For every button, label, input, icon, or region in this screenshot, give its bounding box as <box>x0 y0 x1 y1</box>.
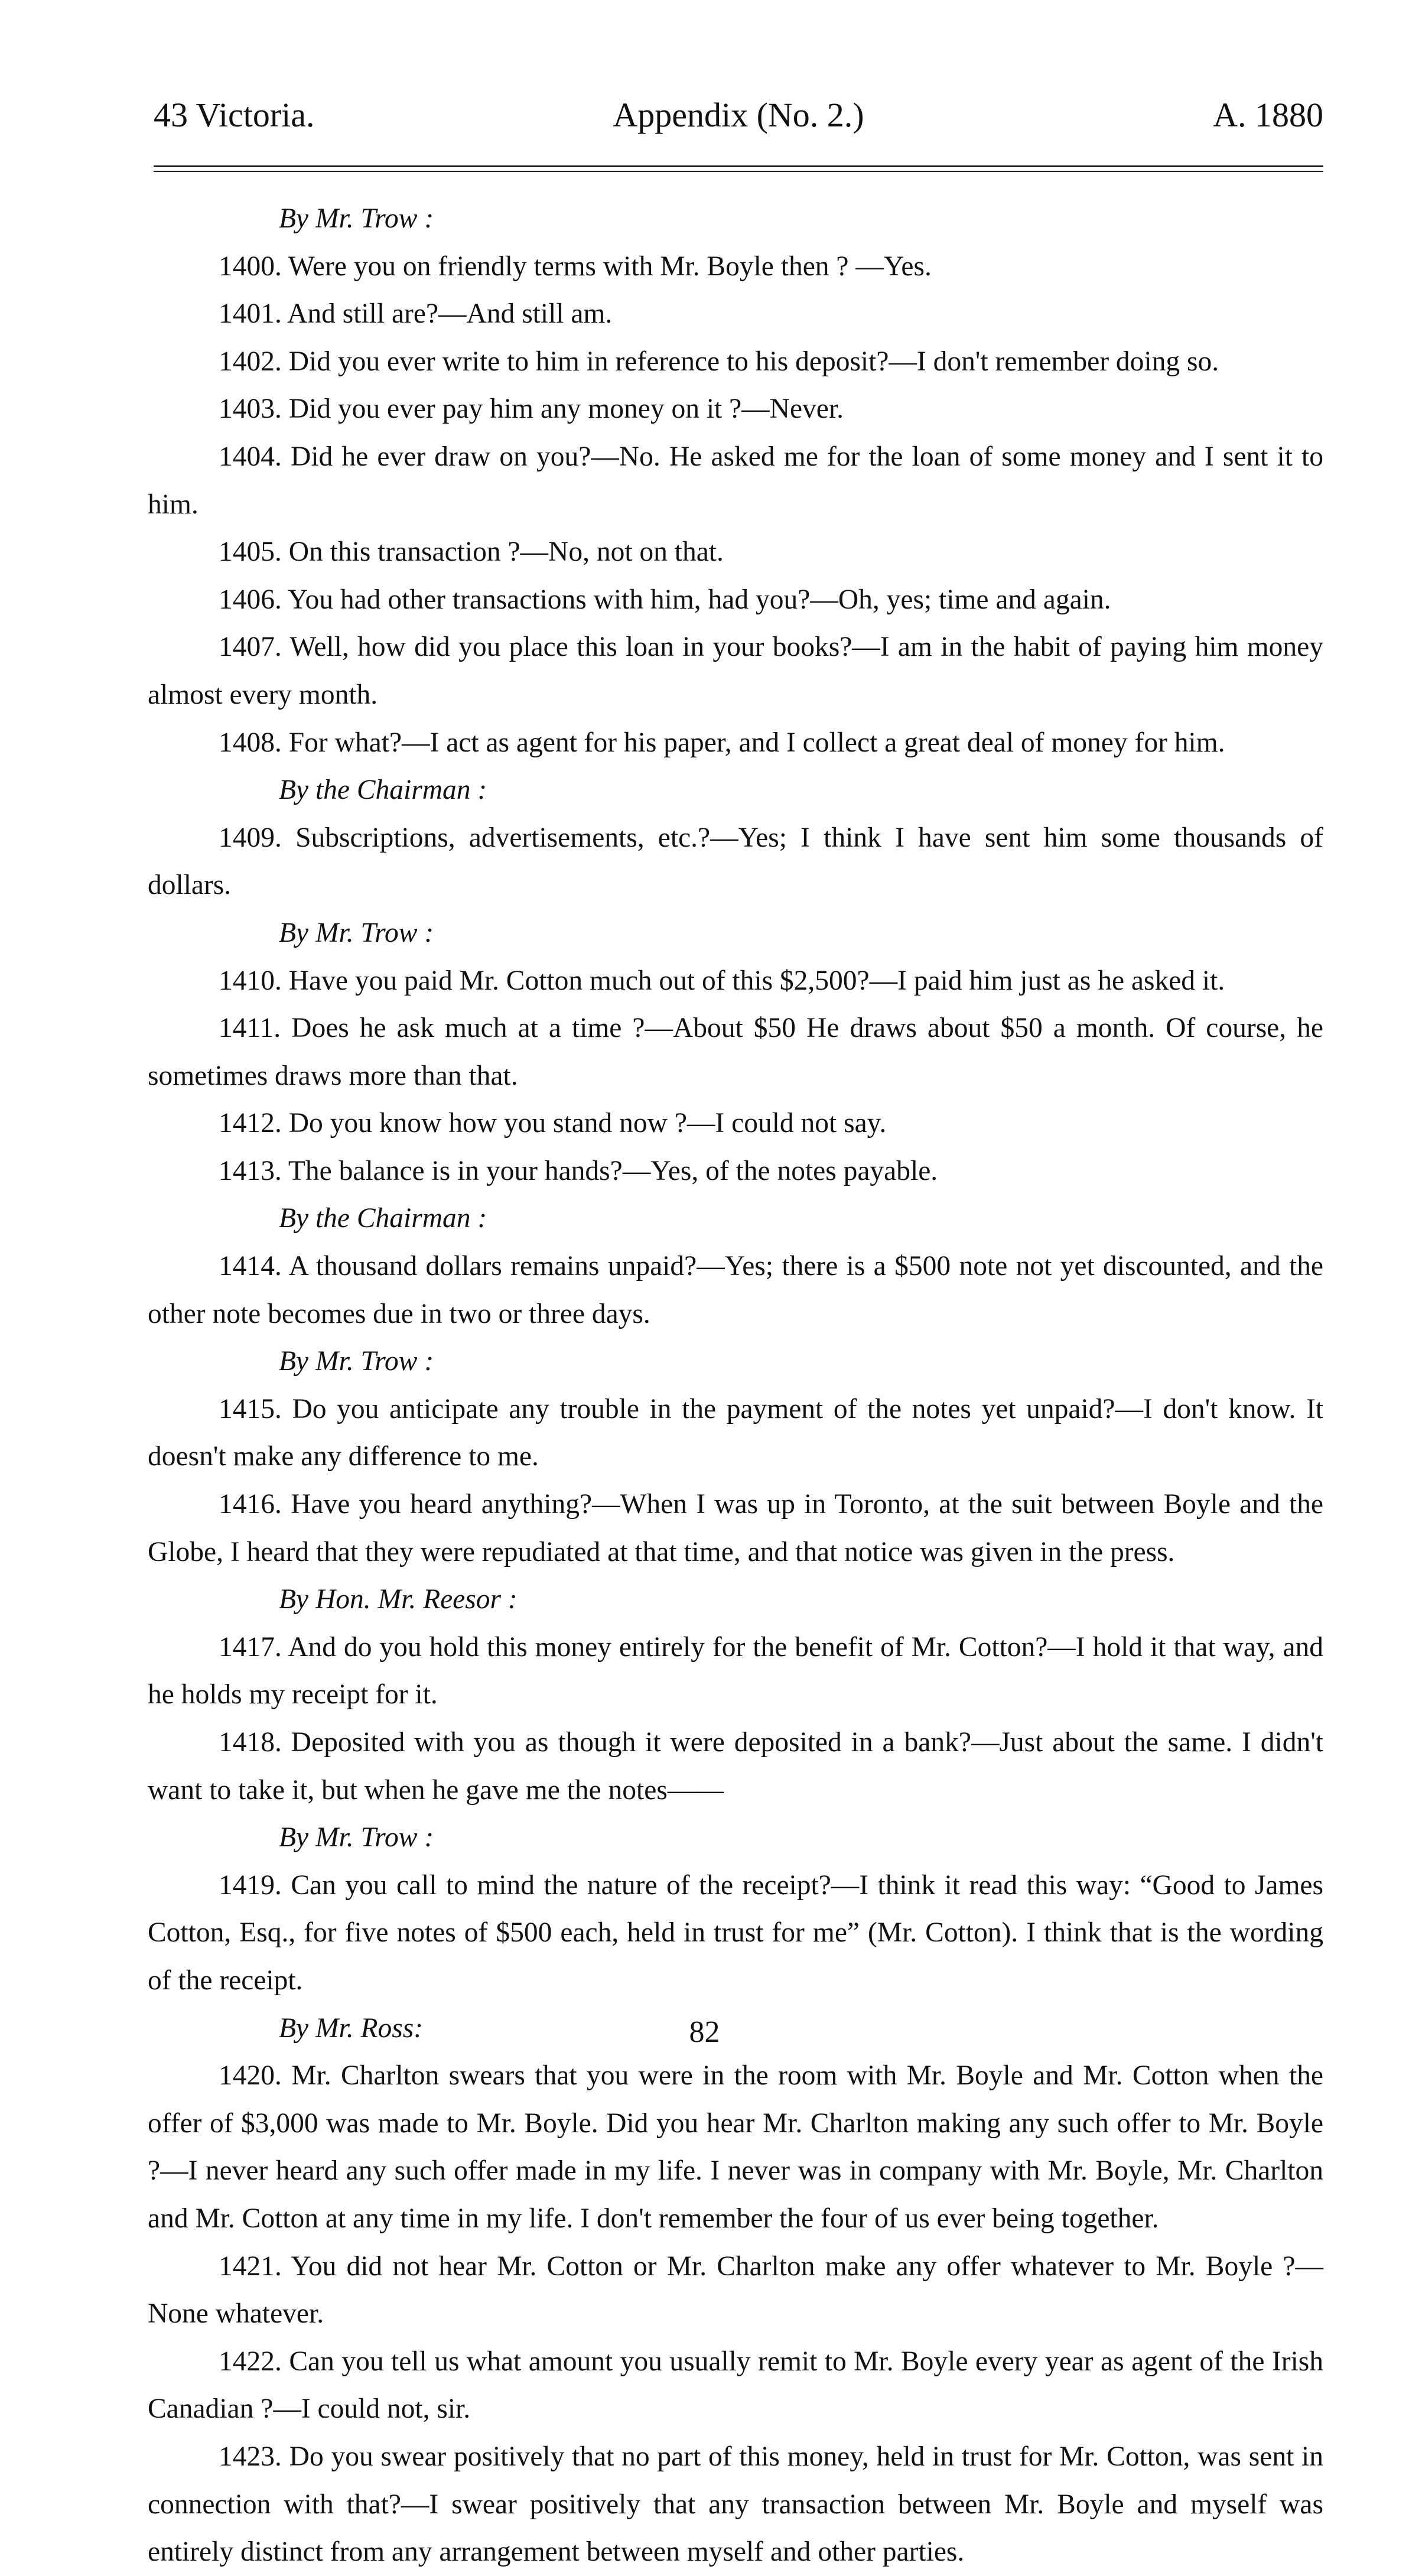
question-1405: 1405. On this transaction ?—No, not on that. <box>219 536 724 568</box>
question-1409: 1409. Subscriptions, advertisements, etc.?—Yes; I think I have sent him some thousands of dollars. <box>148 822 1323 901</box>
question-1401: 1401. And still are?—And still am. <box>219 298 613 330</box>
speaker-heading: By Hon. Mr. Reesor : <box>279 1584 518 1615</box>
question-1403: 1403. Did you ever pay him any money on it ?—Never. <box>219 393 844 425</box>
question-1407: 1407. Well, how did you place this loan in your books?—I am in the habit of paying him money almost every month. <box>148 632 1323 710</box>
speaker-heading: By the Chairman : <box>279 775 487 806</box>
speaker-heading: By Mr. Trow : <box>279 1822 434 1853</box>
testimony-text <box>148 195 1323 2576</box>
speaker-heading: By Mr. Ross: <box>279 2012 424 2044</box>
header-rule <box>154 165 1323 172</box>
question-1400: 1400. Were you on friendly terms with Mr. Boyle then ? —Yes. <box>219 251 932 282</box>
speaker-heading: By the Chairman : <box>279 1203 487 1234</box>
question-1420: 1420. Mr. Charlton swears that you were in the room with Mr. Boyle and Mr. Cotton when the offer of $3,000 was made to Mr. Boyle. Did you hear Mr. Charlton making any such offer to Mr. Boyle ?—I never heard any such offer made in my life. I never was in company with Mr. Boyle, Mr. Charlton and Mr. Cotton at any time in my life. I don't remember the four of us ever being together. <box>148 2060 1323 2234</box>
question-1414: 1414. A thousand dollars remains unpaid?—Yes; there is a $500 note not yet discounted, and the other note becomes due in two or three days. <box>148 1251 1323 1329</box>
header-appendix: Appendix (No. 2.) <box>613 96 864 134</box>
question-1422: 1422. Can you tell us what amount you usually remit to Mr. Boyle every year as agent of the Irish Canadian ?—I could not, sir. <box>148 2346 1323 2425</box>
speaker-heading: By Mr. Trow : <box>279 917 434 948</box>
question-1406: 1406. You had other transactions with him, had you?—Oh, yes; time and again. <box>219 584 1111 615</box>
question-1404: 1404. Did he ever draw on you?—No. He asked me for the loan of some money and I sent it to him. <box>148 441 1323 520</box>
question-1410: 1410. Have you paid Mr. Cotton much out of this $2,500?—I paid him just as he asked it. <box>219 965 1225 996</box>
question-1415: 1415. Do you anticipate any trouble in the payment of the notes yet unpaid?—I don't know. It doesn't make any difference to me. <box>148 1393 1323 1472</box>
question-1411: 1411. Does he ask much at a time ?—About $50 He draws about $50 a month. Of course, he sometimes draws more than that. <box>148 1013 1323 1091</box>
speaker-heading: By Mr. Trow : <box>279 203 434 234</box>
question-1417: 1417. And do you hold this money entirely for the benefit of Mr. Cotton?—I hold it that way, and he holds my receipt for it. <box>148 1631 1323 1710</box>
question-1418: 1418. Deposited with you as though it were deposited in a bank?—Just about the same. I didn't want to take it, but when he gave me the notes—— <box>148 1727 1323 1806</box>
question-1402: 1402. Did you ever write to him in reference to his deposit?—I don't remember doing so. <box>219 346 1219 377</box>
question-1421: 1421. You did not hear Mr. Cotton or Mr. Charlton make any offer whatever to Mr. Boyle ?—None whatever. <box>148 2250 1323 2330</box>
header-year: A. 1880 <box>1213 96 1323 134</box>
page-number: 82 <box>689 2015 720 2049</box>
question-1419: 1419. Can you call to mind the nature of the receipt?—I think it read this way: “Good to James Cotton, Esq., for five notes of $500 each, held in trust for me” (Mr. Cotton). I think that is the wording of the receipt. <box>148 1869 1323 1996</box>
question-1412: 1412. Do you know how you stand now ?—I could not say. <box>219 1108 887 1139</box>
speaker-heading: By Mr. Trow : <box>279 1346 434 1377</box>
question-1423: 1423. Do you swear positively that no part of this money, held in trust for Mr. Cotton, was sent in connection with that?—I swear positively that any transaction between Mr. Boyle and myself was entirely distinct from any arrangement between myself and other parties. <box>148 2441 1323 2568</box>
question-1416: 1416. Have you heard anything?—When I was up in Toronto, at the suit between Boyle and the Globe, I heard that they were repudiated at that time, and that notice was given in the press. <box>148 1489 1323 1567</box>
question-1408: 1408. For what?—I act as agent for his paper, and I collect a great deal of money for him. <box>219 727 1225 758</box>
header-session: 43 Victoria. <box>154 96 315 134</box>
running-head <box>154 89 1323 142</box>
question-1413: 1413. The balance is in your hands?—Yes, of the notes payable. <box>219 1155 938 1186</box>
